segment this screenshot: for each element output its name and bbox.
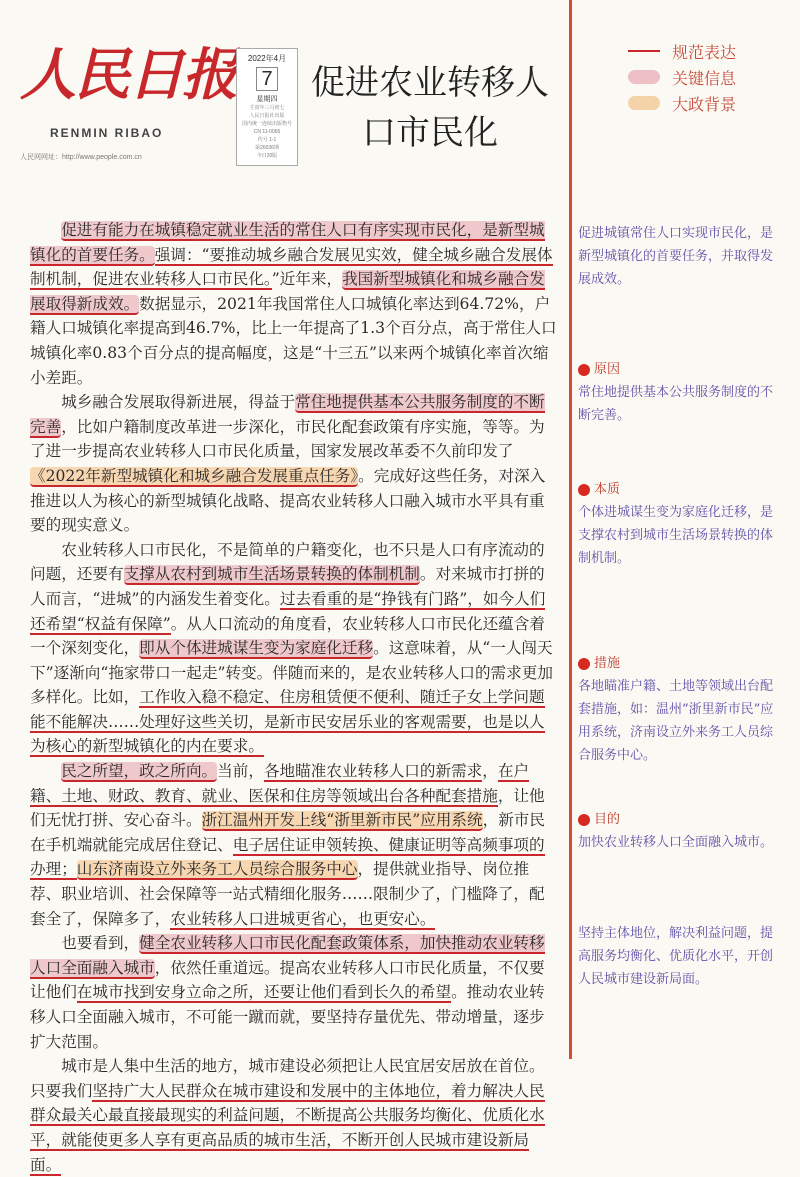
note-tag: 本质 <box>594 482 621 497</box>
text-segment: 各地瞄准农业转移人口的新需求 <box>263 762 483 781</box>
paragraph <box>30 218 560 390</box>
headline: 促进农业转移人口市民化 <box>311 63 549 153</box>
text-segment: ，提供就业指导、岗位推荐、职业培训、社会保障等一站式精细化服务……限制少了，门槛降了，配套全了，保障多了， <box>30 860 545 928</box>
text-segment: ，依然任重道远。提高农业转移人口市民化质量，不仅要让他们 <box>30 958 545 1002</box>
text-segment: ， <box>482 762 498 781</box>
text-segment: 城乡融合发展取得新进展，得益于 <box>61 393 296 412</box>
text-segment: 支撑从农村到城市生活场景转换的体制机制 <box>123 565 420 584</box>
date-weekday: 星期四 <box>256 96 278 103</box>
text-segment: 我国新型城镇化和城乡融合发展取得新成效。 <box>30 270 545 313</box>
note-tag: 原因 <box>594 362 621 377</box>
legend-item-policy <box>628 90 736 116</box>
legend-item-key-info <box>628 64 736 90</box>
text-segment: 常住地提供基本公共服务制度的不断完善 <box>30 393 545 436</box>
text-segment: ，比如户籍制度改革进一步深化，市民化配套政策有序实施，等等。为了进一步提高农业转移人口市民化质量，国家发展改革委不久前印发了 <box>30 417 545 461</box>
text-segment: 。完成好这些任务，对深入推进以人为核心的新型城镇化战略、提高农业转移人口融入城市水平具有重要的现实意义。 <box>30 466 546 535</box>
text-segment: 促进有能力在城镇稳定就业生活的常住人口有序实现市民化，是新型城镇化的首要任务。 <box>30 221 545 264</box>
text-segment: ，让他们无忧打拼、安心奋斗。 <box>30 786 545 830</box>
date-lunar: 壬寅年三月初七 <box>249 105 285 111</box>
text-segment: 强调：“要推动城乡融合发展见实效，健全城乡融合发展体制机制，促进农业转移人口市民化。 <box>30 245 553 289</box>
legend-label: 规范表达 <box>672 42 737 62</box>
text-segment: 在户籍、土地、财政、教育、就业、医保和住房等领域出台各种配套措施 <box>30 762 530 805</box>
logo-en: RENMIN RIBAO <box>50 126 164 140</box>
text-segment: 。从人口流动的角度看，农业转移人口市民化还蕴含着一个深刻变化， <box>30 614 545 658</box>
note-text: 常住地提供基本公共服务制度的不断完善。 <box>578 385 774 423</box>
text-segment: 山东济南设立外来务工人员综合服务中心 <box>76 860 358 879</box>
red-dot-icon <box>578 364 590 376</box>
text-segment: 电子居住证申领转换、健康证明等高频事项的办理； <box>30 835 545 879</box>
text-segment: 当前， <box>217 762 264 781</box>
cn-number: CN 11-0065 <box>253 129 281 135</box>
text-segment: 过去看重的是“挣钱有门路”，如今人们还希望“权益有保障” <box>30 589 546 633</box>
issuer: 人民日报社出版 <box>249 113 285 119</box>
legend-label: 大政背景 <box>672 94 737 114</box>
note-essence <box>578 478 778 570</box>
margin-divider <box>569 0 572 1059</box>
note-text: 个体进城谋生变为家庭化迁移，是支撑农村到城市生活场景转换的体制机制。 <box>578 505 774 566</box>
date-day: 7 <box>256 67 278 91</box>
note-tag: 措施 <box>594 656 621 671</box>
logo-cn: 人民日报 <box>20 42 236 108</box>
text-segment: 。这意味着，从“一人闯天下”逐渐向“拖家带口一起走”转变。伴随而来的，是农业转移人口的需求更加多样化。比如， <box>30 639 553 707</box>
paragraph <box>30 538 560 759</box>
legend-item-expression <box>628 38 736 64</box>
red-dot-icon <box>578 814 590 826</box>
note-text: 坚持主体地位，解决利益问题，提高服务均衡化、优质化水平，开创人民城市建设新局面。 <box>578 926 774 987</box>
text-segment: 健全农业转移人口市民化配套政策体系，加快推动农业转移人口全面融入城市 <box>30 934 545 977</box>
text-segment: 浙江温州开发上线“浙里新市民”应用系统 <box>201 811 483 830</box>
note-summary <box>578 222 778 291</box>
text-segment: ”近年来， <box>271 270 343 289</box>
paragraph <box>30 931 560 1054</box>
text-segment: 也要看到， <box>61 934 140 953</box>
dai-number: 代号 1-1 <box>257 137 277 143</box>
legend-swatch-pink <box>628 70 660 84</box>
red-dot-icon <box>578 484 590 496</box>
text-segment: 即从个体进城谋生变为家庭化迁移 <box>139 639 374 658</box>
paragraph <box>30 390 560 538</box>
date-year-month: 2022年4月 <box>247 54 287 63</box>
text-segment: 工作收入稳不稳定、住房租赁便不便利、随迁子女上学问题能不能解决……处理好这些关切，是新市民安居乐业的客观需要，也是以人为核心的新型城镇化的内在要求。 <box>30 688 545 756</box>
logo-url: 人民网网址：http://www.people.com.cn <box>20 154 142 161</box>
text-segment: 在城市找到安身立命之所，还要让他们看到长久的希望 <box>76 983 452 1002</box>
note-reason <box>578 358 778 427</box>
paragraph <box>30 1054 560 1177</box>
legend <box>628 38 736 116</box>
red-dot-icon <box>578 658 590 670</box>
text-segment: 数据显示，2021年我国常住人口城镇化率达到64.72%，户籍人口城镇化率提高到46.7%，比上一年提高了1.3个百分点，高于常住人口城镇化率0.83个百分点的提高幅度，这是“十三五”以来两个城镇化率首次缩小差距。 <box>30 294 557 387</box>
legend-label: 关键信息 <box>672 68 737 88</box>
paragraph <box>30 759 560 931</box>
code-label: 国内统一连续出版物号 <box>241 121 292 127</box>
note-text: 加快农业转移人口全面融入城市。 <box>578 835 774 850</box>
note-text: 各地瞄准户籍、土地等领域出台配套措施，如：温州“浙里新市民”应用系统，济南设立外来务工人员综合服务中心。 <box>578 679 774 763</box>
text-segment: 城市是人集中生活的地方，城市建设必须把让人民宜居安居放在首位。只要我们 <box>30 1057 545 1100</box>
legend-swatch-orange <box>628 96 660 110</box>
text-segment: 《2022年新型城镇化和城乡融合发展重点任务》 <box>30 466 359 485</box>
text-segment: 农业转移人口进城更省心，也更安心。 <box>170 909 436 928</box>
legend-swatch-line <box>628 50 660 52</box>
note-tag: 目的 <box>594 812 621 827</box>
issue-number: 第26036期 <box>255 145 279 151</box>
page-count: 今日20版 <box>256 153 278 159</box>
note-measures <box>578 652 778 767</box>
text-segment: 。对来城市打拼的人而言，“进城”的内涵发生着变化。 <box>30 565 545 608</box>
text-segment: 坚持广大人民群众在城市建设和发展中的主体地位，着力解决人民群众最关心最直接最现实的利益问题，不断提高公共服务均衡化、优质化水平，就能使更多人享有更高品质的城市生活，不断开创人民城市建设新局面。 <box>30 1081 545 1174</box>
note-purpose <box>578 808 778 854</box>
article-body <box>30 218 560 1177</box>
date-box <box>236 48 298 166</box>
newspaper-masthead <box>20 40 236 170</box>
text-segment: 农业转移人口市民化，不是简单的户籍变化，也不只是人口有序流动的问题，还要有 <box>30 540 545 584</box>
text-segment: 民之所望，政之所向。 <box>61 762 218 781</box>
note-text: 促进城镇常住人口实现市民化，是新型城镇化的首要任务，并取得发展成效。 <box>578 226 774 287</box>
text-segment: ，新市民在手机端就能完成居住登记、 <box>30 811 545 854</box>
text-segment: 。推动农业转移人口全面融入城市，不可能一蹴而就，要坚持存量优先、带动增量，逐步扩大范围。 <box>30 983 545 1051</box>
note-conclusion <box>578 922 778 991</box>
